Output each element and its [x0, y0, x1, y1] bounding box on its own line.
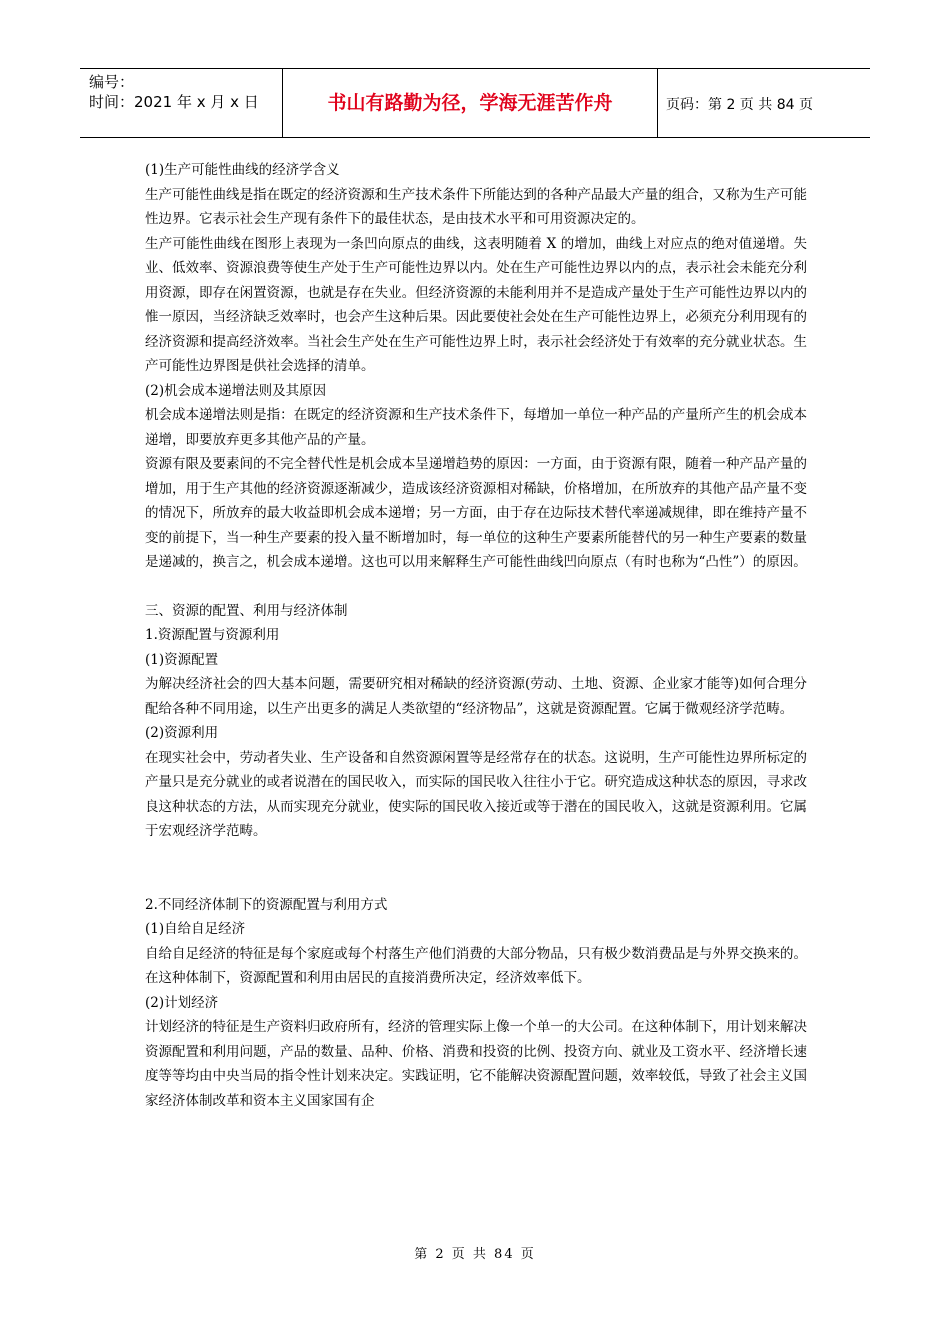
page-footer: 第 2 页 共 84 页 [414, 1247, 536, 1262]
body-paragraph: 在现实社会中，劳动者失业、生产设备和自然资源闲置等是经常存在的状态。这说明，生产可能性边界所标定的产量只是充分就业的或者说潜在的国民收入，而实际的国民收入往往小于它。研究造成这种状态的原因，寻求改良这种状态的方法，从而实现充分就业，使实际的国民收入接近或等于潜在的国民收入，这就是资源利用。它属于宏观经济学范畴。 [145, 749, 807, 839]
document-number-label: 编号： [89, 73, 135, 91]
body-paragraph: 资源有限及要素间的不完全替代性是机会成本呈递增趋势的原因：一方面，由于资源有限，随着一种产品产量的增加，用于生产其他的经济资源逐渐减少，造成该经济资源相对稀缺，价格增加，在所放弃的其他产品产量不变的情况下，所放弃的最大收益即机会成本递增；另一方面，由于存在边际技术替代率递减规律，即在维持产量不变的前提下，当一种生产要素的投入量不断增加时，每一单位的这种生产要素所能替代的另一种生产要素的数量是递减的，换言之，机会成本递增。这也可以用来解释生产可能性曲线凹向原点（有时也称为“凸性”）的原因。 [145, 456, 807, 570]
chapter-heading: 三、资源的配置、利用与经济体制 [145, 602, 348, 619]
page-header [80, 68, 870, 138]
section-heading: (1)自给自足经济 [145, 921, 246, 937]
section-heading: (1)资源配置 [145, 651, 219, 668]
blank-line [145, 575, 807, 599]
header-page-cell [658, 69, 870, 137]
section-heading: 1.资源配置与资源利用 [145, 627, 280, 643]
section-heading: (2)计划经济 [145, 994, 219, 1011]
header-page-number: 页码：第 2 页 共 84 页 [666, 97, 813, 113]
header-motto: 书山有路勤为径，学海无涯苦作舟 [327, 92, 613, 114]
document-body [145, 158, 807, 1113]
section-heading: (1)生产可能性曲线的经济学含义 [145, 162, 340, 178]
body-paragraph: 自给自足经济的特征是每个家庭或每个村落生产他们消费的大部分物品，只有极少数消费品是与外界交换来的。在这种体制下，资源配置和利用由居民的直接消费所决定，经济效率低下。 [145, 945, 807, 986]
section-heading: (2)资源利用 [145, 725, 219, 741]
section-heading: 2.不同经济体制下的资源配置与利用方式 [145, 896, 388, 913]
body-paragraph: 为解决经济社会的四大基本问题，需要研究相对稀缺的经济资源(劳动、土地、资源、企业家才能等)如何合理分配给各种不同用途，以生产出更多的满足人类欲望的“经济物品”，这就是资源配置。它属于微观经济学范畴。 [145, 676, 807, 717]
body-paragraph: 计划经济的特征是生产资料归政府所有，经济的管理实际上像一个单一的大公司。在这种体制下，用计划来解决资源配置和利用问题，产品的数量、品种、价格、消费和投资的比例、投资方向、就业及工资水平、经济增长速度等等均由中央当局的指令性计划来决定。实践证明，它不能解决资源配置问题，效率较低，导致了社会主义国家经济体制改革和资本主义国家国有企 [145, 1019, 807, 1109]
document-date-label: 时间：2021 年 x 月 x 日 [89, 93, 259, 111]
body-paragraph: 机会成本递增法则是指：在既定的经济资源和生产技术条件下，每增加一单位一种产品的产量所产生的机会成本递增，即要放弃更多其他产品的产量。 [145, 407, 807, 448]
header-meta-cell [80, 69, 283, 137]
header-motto-cell [283, 69, 658, 137]
body-paragraph: 生产可能性曲线是指在既定的经济资源和生产技术条件下所能达到的各种产品最大产量的组合，又称为生产可能性边界。它表示社会生产现有条件下的最佳状态，是由技术水平和可用资源决定的。 [145, 186, 807, 227]
section-heading: (2)机会成本递增法则及其原因 [145, 382, 327, 399]
body-paragraph: 生产可能性曲线在图形上表现为一条凹向原点的曲线，这表明随着 X 的增加，曲线上对应点的绝对值递增。失业、低效率、资源浪费等使生产处于生产可能性边界以内。处在生产可能性边界以内的点，表示社会未能充分利用资源，即存在闲置资源，也就是存在失业。但经济资源的未能利用并不是造成产量处于生产可能性边界以内的惟一原因，当经济缺乏效率时，也会产生这种后果。因此要使社会处在生产可能性边界上，必须充分利用现有的经济资源和提高经济效率。当社会生产处在生产可能性边界上时，表示社会经济处于有效率的充分就业状态。生产可能性边界图是供社会选择的清单。 [145, 235, 807, 374]
blank-line [145, 844, 807, 893]
